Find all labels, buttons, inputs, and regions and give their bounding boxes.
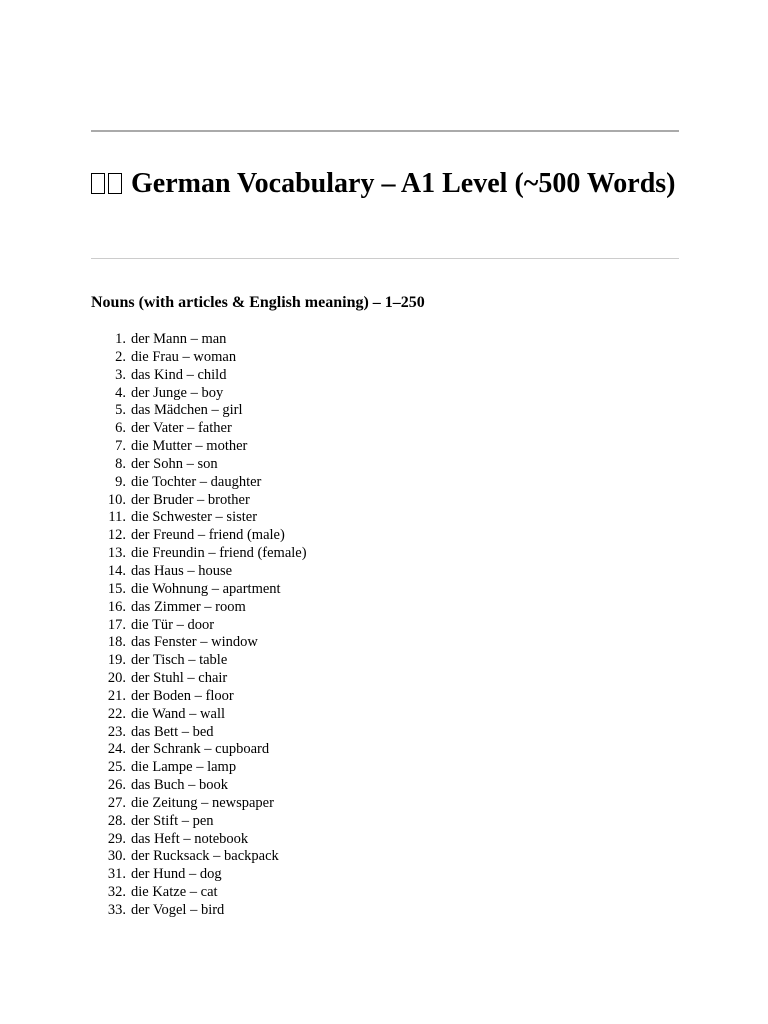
top-horizontal-rule <box>91 130 679 132</box>
list-item-number: 15. <box>107 580 126 597</box>
list-item-text: die Frau – woman <box>131 348 237 365</box>
list-item <box>91 438 307 456</box>
list-item-number: 20. <box>107 670 126 687</box>
list-item-text: die Katze – cat <box>131 884 218 901</box>
list-item <box>91 599 307 617</box>
list-item-number: 13. <box>107 545 126 562</box>
list-item <box>91 509 307 527</box>
list-item <box>91 385 307 403</box>
list-item-text: die Tür – door <box>131 616 215 633</box>
list-item <box>91 331 307 349</box>
list-item-text: die Wohnung – apartment <box>131 580 281 597</box>
list-item-number: 7. <box>115 438 126 455</box>
list-item <box>91 617 307 635</box>
list-item-number: 9. <box>115 473 126 490</box>
list-item <box>91 831 307 849</box>
list-item-number: 24. <box>107 741 126 758</box>
list-item-text: die Lampe – lamp <box>131 759 237 776</box>
list-item <box>91 741 307 759</box>
list-item-number: 16. <box>107 598 126 615</box>
list-item-text: der Vater – father <box>131 420 232 437</box>
list-item-text: der Hund – dog <box>131 866 222 883</box>
list-item-text: der Vogel – bird <box>131 902 225 918</box>
list-item-number: 14. <box>107 562 126 579</box>
list-item-text: die Mutter – mother <box>131 438 248 455</box>
list-item-text: der Mann – man <box>131 331 227 347</box>
list-item-number: 1. <box>115 331 126 347</box>
list-item <box>91 795 307 813</box>
list-item-text: der Bruder – brother <box>131 491 250 508</box>
list-item <box>91 563 307 581</box>
list-item-number: 12. <box>107 527 126 544</box>
vocabulary-list <box>91 331 307 920</box>
list-item <box>91 866 307 884</box>
list-item-text: das Zimmer – room <box>131 598 246 615</box>
list-item-text: der Boden – floor <box>131 687 234 704</box>
list-item-number: 4. <box>115 384 126 401</box>
list-item-text: das Heft – notebook <box>131 830 249 847</box>
list-item-number: 32. <box>107 884 126 901</box>
list-item <box>91 456 307 474</box>
list-item-number: 18. <box>107 634 126 651</box>
list-item-text: die Zeitung – newspaper <box>131 794 274 811</box>
list-item-text: das Fenster – window <box>131 634 258 651</box>
list-item-number: 27. <box>107 794 126 811</box>
list-item-number: 22. <box>107 705 126 722</box>
list-item-text: der Schrank – cupboard <box>131 741 270 758</box>
section-divider <box>91 258 679 259</box>
page-title-text: German Vocabulary – A1 Level (~500 Words) <box>131 168 676 199</box>
flag-emoji-placeholder-icon <box>91 168 125 199</box>
list-item <box>91 402 307 420</box>
list-item <box>91 724 307 742</box>
list-item-number: 30. <box>107 848 126 865</box>
list-item <box>91 902 307 920</box>
list-item-number: 33. <box>107 902 126 918</box>
list-item <box>91 634 307 652</box>
list-item <box>91 349 307 367</box>
list-item-number: 25. <box>107 759 126 776</box>
list-item-number: 11. <box>108 509 126 526</box>
list-item-text: das Bett – bed <box>131 723 214 740</box>
list-item-text: der Freund – friend (male) <box>131 527 285 544</box>
list-item-text: der Stift – pen <box>131 812 214 829</box>
list-item-number: 6. <box>115 420 126 437</box>
section-heading: Nouns (with articles & English meaning) – 1–250 <box>91 294 425 311</box>
list-item-number: 5. <box>115 402 126 419</box>
list-item <box>91 813 307 831</box>
list-item <box>91 545 307 563</box>
list-item <box>91 492 307 510</box>
list-item <box>91 848 307 866</box>
list-item <box>91 777 307 795</box>
list-item-number: 29. <box>107 830 126 847</box>
list-item-text: das Kind – child <box>131 366 227 383</box>
page-title <box>91 166 679 202</box>
list-item-number: 23. <box>107 723 126 740</box>
list-item-number: 3. <box>115 366 126 383</box>
list-item-number: 2. <box>115 348 126 365</box>
list-item-text: der Sohn – son <box>131 455 218 472</box>
list-item-number: 21. <box>107 687 126 704</box>
list-item-text: der Tisch – table <box>131 652 228 669</box>
list-item <box>91 759 307 777</box>
list-item-number: 10. <box>107 491 126 508</box>
list-item-text: das Mädchen – girl <box>131 402 243 419</box>
list-item <box>91 474 307 492</box>
list-item-number: 17. <box>107 616 126 633</box>
list-item-text: das Haus – house <box>131 562 233 579</box>
list-item <box>91 688 307 706</box>
list-item-text: die Freundin – friend (female) <box>131 545 307 562</box>
list-item <box>91 581 307 599</box>
list-item-number: 31. <box>107 866 126 883</box>
list-item <box>91 420 307 438</box>
list-item-text: der Junge – boy <box>131 384 224 401</box>
list-item-text: die Schwester – sister <box>131 509 258 526</box>
list-item <box>91 670 307 688</box>
list-item-number: 28. <box>107 812 126 829</box>
list-item-text: der Stuhl – chair <box>131 670 228 687</box>
list-item-number: 26. <box>107 777 126 794</box>
list-item <box>91 527 307 545</box>
list-item-text: die Tochter – daughter <box>131 473 262 490</box>
list-item <box>91 367 307 385</box>
list-item <box>91 884 307 902</box>
list-item <box>91 706 307 724</box>
list-item-number: 19. <box>107 652 126 669</box>
list-item-text: die Wand – wall <box>131 705 226 722</box>
list-item-text: das Buch – book <box>131 777 229 794</box>
list-item-number: 8. <box>115 455 126 472</box>
list-item <box>91 652 307 670</box>
list-item-text: der Rucksack – backpack <box>131 848 279 865</box>
